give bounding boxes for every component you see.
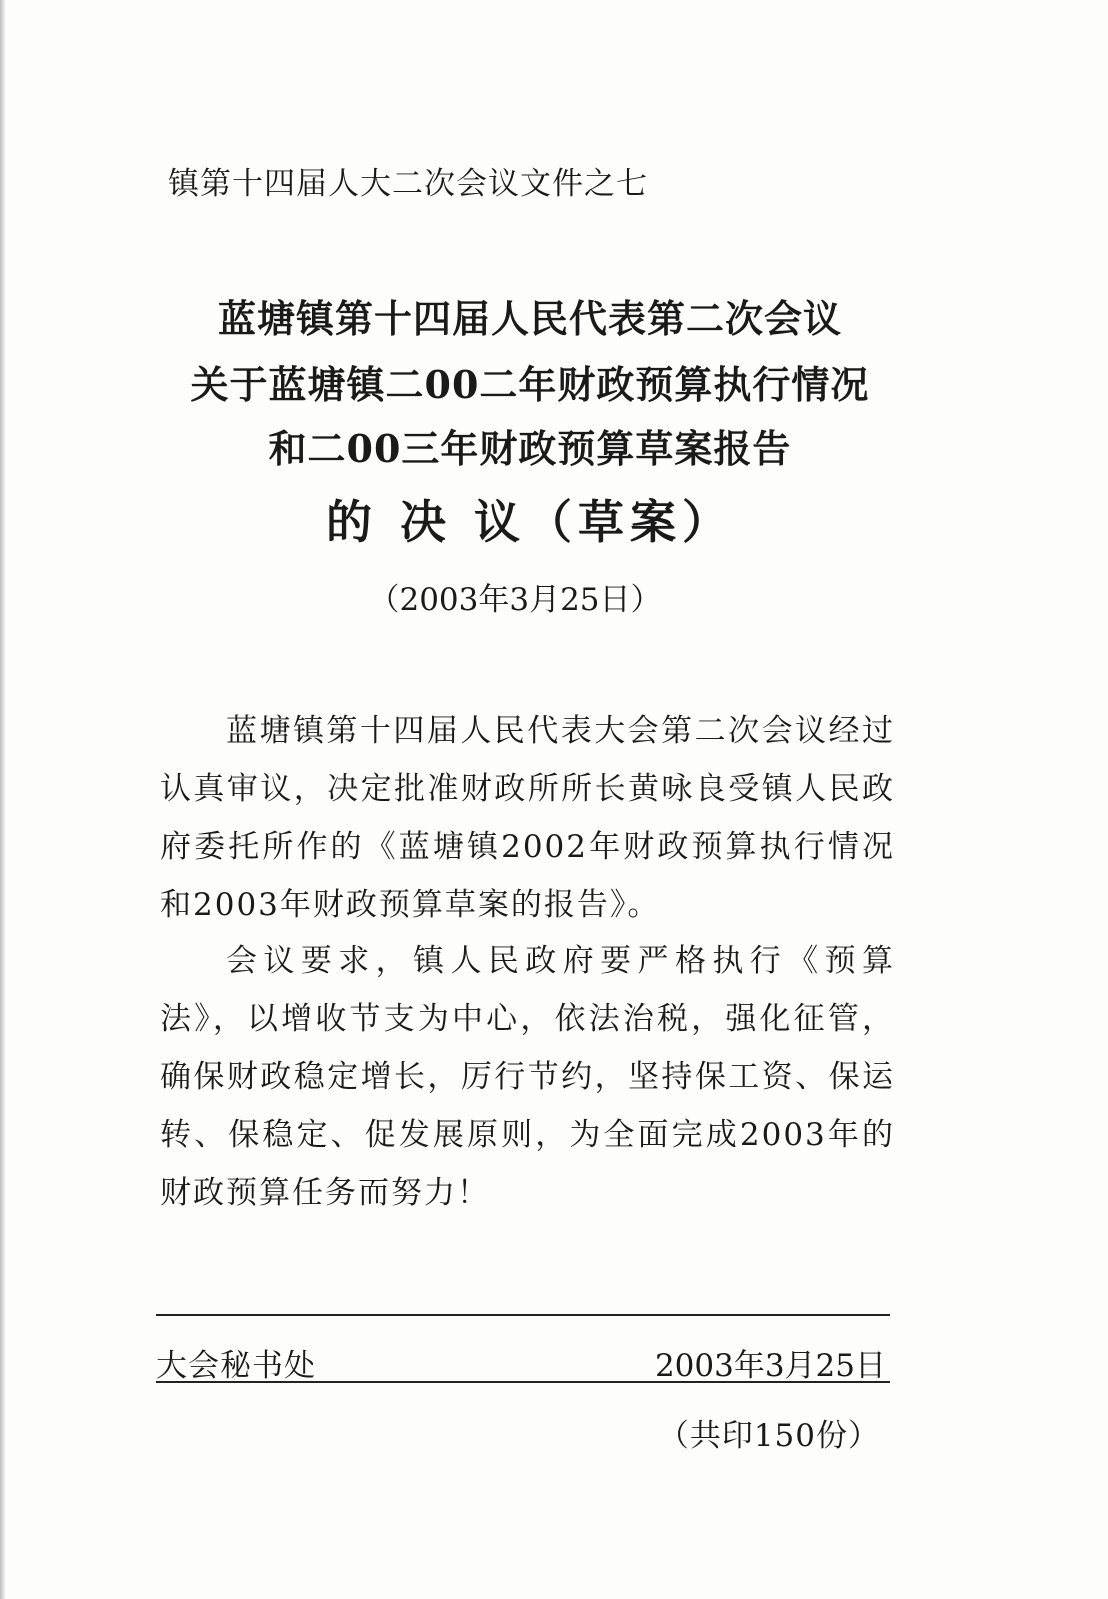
- print-count: （共印150份）: [657, 1418, 880, 1454]
- issue-date: 2003年3月25日: [654, 1348, 886, 1384]
- title-line-3: 和二00三年财政预算草案报告: [268, 426, 792, 471]
- title-line-2: 关于蓝塘镇二00二年财政预算执行情况: [190, 362, 870, 407]
- title-line-1: 蓝塘镇第十四届人民代表第二次会议: [217, 296, 842, 341]
- footer-rule-bottom: [156, 1381, 890, 1383]
- body-paragraph-2: 会议要求，镇人民政府要严格执行《预算法》，以增收节支为中心，依法治税，强化征管，确保财政稳定增长，厉行节约，坚持保工资、保运转、保稳定、促发展原则，为全面完成2003年的财政预算任务而努力！: [160, 943, 895, 1211]
- body-paragraph-1: 蓝塘镇第十四届人民代表大会第二次会议经过认真审议，决定批准财政所所长黄咏良受镇人民政府委托所作的《蓝塘镇2002年财政预算执行情况和2003年财政预算草案的报告》。: [160, 713, 895, 923]
- document-number: 镇第十四届人大二次会议文件之七: [168, 166, 648, 202]
- issuer: 大会秘书处: [156, 1348, 316, 1384]
- document-date: （2003年3月25日）: [368, 582, 662, 618]
- scan-edge-shadow: [0, 0, 6, 1599]
- footer-rule-top: [156, 1314, 890, 1316]
- title-line-4: 的 决 议（草案）: [325, 495, 735, 549]
